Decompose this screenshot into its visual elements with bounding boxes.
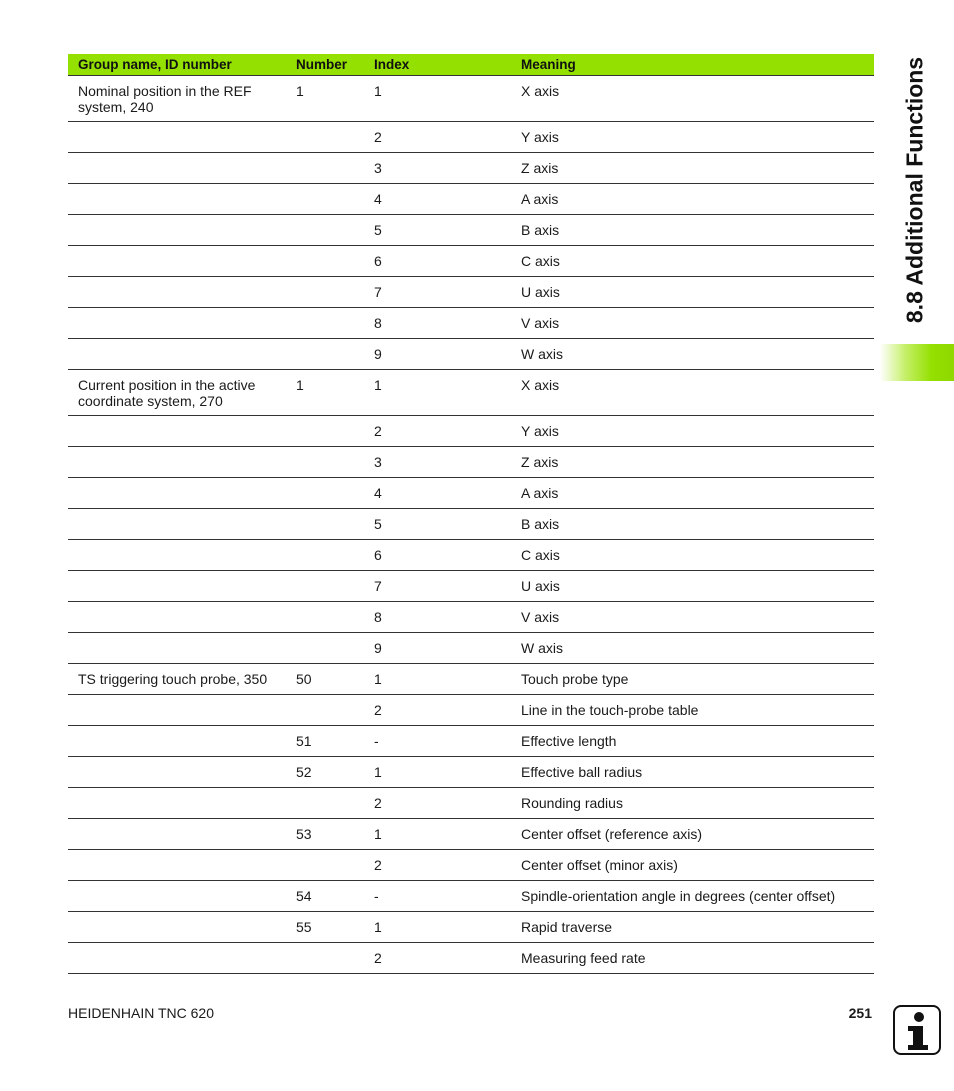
cell-group: [68, 246, 296, 277]
cell-index: 9: [374, 633, 521, 664]
cell-number: [296, 695, 374, 726]
cell-group: [68, 695, 296, 726]
cell-group: [68, 215, 296, 246]
cell-index: -: [374, 726, 521, 757]
cell-number: [296, 246, 374, 277]
cell-group: [68, 943, 296, 974]
cell-index: 3: [374, 153, 521, 184]
cell-index: 8: [374, 602, 521, 633]
table-row: [68, 339, 874, 370]
cell-number: 1: [296, 370, 374, 416]
cell-number: [296, 478, 374, 509]
table-row: [68, 416, 874, 447]
cell-index: -: [374, 881, 521, 912]
cell-index: 1: [374, 76, 521, 122]
table-row: [68, 447, 874, 478]
parameter-table: [68, 54, 874, 974]
cell-index: 1: [374, 757, 521, 788]
cell-index: 1: [374, 664, 521, 695]
section-title: 8.8 Additional Functions: [901, 56, 928, 324]
cell-group: [68, 850, 296, 881]
section-tab-marker: [880, 344, 954, 381]
cell-number: [296, 416, 374, 447]
table-row: [68, 943, 874, 974]
cell-meaning: A axis: [521, 478, 874, 509]
cell-number: [296, 184, 374, 215]
cell-index: 8: [374, 308, 521, 339]
cell-meaning: X axis: [521, 76, 874, 122]
cell-group: [68, 912, 296, 943]
header-meaning: Meaning: [521, 54, 874, 76]
cell-group: [68, 819, 296, 850]
header-index: Index: [374, 54, 521, 76]
table-body: [68, 76, 874, 974]
cell-index: 3: [374, 447, 521, 478]
cell-number: [296, 122, 374, 153]
cell-meaning: Touch probe type: [521, 664, 874, 695]
table-header: [68, 54, 874, 76]
cell-meaning: W axis: [521, 339, 874, 370]
table-row: [68, 571, 874, 602]
cell-meaning: V axis: [521, 308, 874, 339]
cell-index: 1: [374, 819, 521, 850]
cell-number: [296, 277, 374, 308]
cell-number: [296, 339, 374, 370]
cell-meaning: Y axis: [521, 416, 874, 447]
cell-index: 2: [374, 788, 521, 819]
cell-group: [68, 184, 296, 215]
cell-index: 5: [374, 215, 521, 246]
header-group: Group name, ID number: [68, 54, 296, 76]
cell-index: 7: [374, 571, 521, 602]
cell-number: 1: [296, 76, 374, 122]
cell-meaning: U axis: [521, 571, 874, 602]
cell-index: 7: [374, 277, 521, 308]
table-row: [68, 122, 874, 153]
table-row: [68, 540, 874, 571]
cell-number: [296, 540, 374, 571]
cell-group: [68, 602, 296, 633]
table-row: [68, 664, 874, 695]
cell-meaning: Y axis: [521, 122, 874, 153]
table-row: [68, 277, 874, 308]
cell-group: [68, 122, 296, 153]
table-row: [68, 850, 874, 881]
cell-group: [68, 540, 296, 571]
cell-index: 6: [374, 246, 521, 277]
table-row: [68, 370, 874, 416]
cell-meaning: Center offset (reference axis): [521, 819, 874, 850]
cell-index: 2: [374, 695, 521, 726]
cell-meaning: Effective length: [521, 726, 874, 757]
cell-number: 50: [296, 664, 374, 695]
cell-group: [68, 788, 296, 819]
table-row: [68, 184, 874, 215]
table-row: [68, 308, 874, 339]
table-row: [68, 757, 874, 788]
cell-meaning: Z axis: [521, 447, 874, 478]
cell-group: TS triggering touch probe, 350: [68, 664, 296, 695]
cell-meaning: Center offset (minor axis): [521, 850, 874, 881]
cell-meaning: X axis: [521, 370, 874, 416]
cell-group: Nominal position in the REF system, 240: [68, 76, 296, 122]
table-row: [68, 881, 874, 912]
table-row: [68, 912, 874, 943]
cell-group: [68, 153, 296, 184]
cell-meaning: Z axis: [521, 153, 874, 184]
cell-index: 6: [374, 540, 521, 571]
cell-group: [68, 881, 296, 912]
cell-group: [68, 726, 296, 757]
table-row: [68, 633, 874, 664]
cell-number: [296, 571, 374, 602]
table-row: [68, 509, 874, 540]
cell-group: [68, 571, 296, 602]
cell-meaning: V axis: [521, 602, 874, 633]
table-row: [68, 602, 874, 633]
table-row: [68, 246, 874, 277]
cell-meaning: Spindle-orientation angle in degrees (center offset): [521, 881, 874, 912]
cell-index: 4: [374, 184, 521, 215]
cell-meaning: B axis: [521, 509, 874, 540]
cell-index: 5: [374, 509, 521, 540]
table-row: [68, 788, 874, 819]
cell-group: [68, 757, 296, 788]
table-row: [68, 695, 874, 726]
cell-meaning: Effective ball radius: [521, 757, 874, 788]
cell-number: 54: [296, 881, 374, 912]
cell-number: [296, 788, 374, 819]
table-row: [68, 76, 874, 122]
cell-group: [68, 339, 296, 370]
cell-meaning: B axis: [521, 215, 874, 246]
header-number: Number: [296, 54, 374, 76]
cell-index: 2: [374, 943, 521, 974]
cell-index: 1: [374, 912, 521, 943]
cell-index: 2: [374, 122, 521, 153]
cell-number: [296, 308, 374, 339]
footer-product: HEIDENHAIN TNC 620: [68, 1005, 215, 1021]
cell-meaning: W axis: [521, 633, 874, 664]
cell-number: 52: [296, 757, 374, 788]
table-row: [68, 726, 874, 757]
cell-index: 2: [374, 850, 521, 881]
cell-number: [296, 215, 374, 246]
cell-group: [68, 478, 296, 509]
cell-number: [296, 153, 374, 184]
section-sidebar-label: [884, 30, 946, 350]
cell-number: 53: [296, 819, 374, 850]
cell-number: [296, 447, 374, 478]
cell-group: [68, 633, 296, 664]
cell-number: [296, 602, 374, 633]
cell-meaning: Line in the touch-probe table: [521, 695, 874, 726]
cell-meaning: U axis: [521, 277, 874, 308]
cell-group: [68, 509, 296, 540]
cell-meaning: Rounding radius: [521, 788, 874, 819]
cell-number: [296, 850, 374, 881]
cell-number: 55: [296, 912, 374, 943]
cell-group: [68, 277, 296, 308]
cell-meaning: A axis: [521, 184, 874, 215]
cell-index: 4: [374, 478, 521, 509]
cell-group: [68, 308, 296, 339]
cell-meaning: Measuring feed rate: [521, 943, 874, 974]
cell-group: Current position in the active coordinate system, 270: [68, 370, 296, 416]
cell-group: [68, 416, 296, 447]
cell-meaning: C axis: [521, 246, 874, 277]
page-number: 251: [848, 1005, 872, 1021]
cell-group: [68, 447, 296, 478]
cell-number: [296, 633, 374, 664]
cell-meaning: Rapid traverse: [521, 912, 874, 943]
table-row: [68, 819, 874, 850]
cell-number: [296, 943, 374, 974]
cell-index: 1: [374, 370, 521, 416]
cell-meaning: C axis: [521, 540, 874, 571]
info-icon: [893, 1005, 941, 1055]
table-row: [68, 153, 874, 184]
cell-index: 9: [374, 339, 521, 370]
cell-number: 51: [296, 726, 374, 757]
table-row: [68, 478, 874, 509]
cell-index: 2: [374, 416, 521, 447]
cell-number: [296, 509, 374, 540]
table-row: [68, 215, 874, 246]
